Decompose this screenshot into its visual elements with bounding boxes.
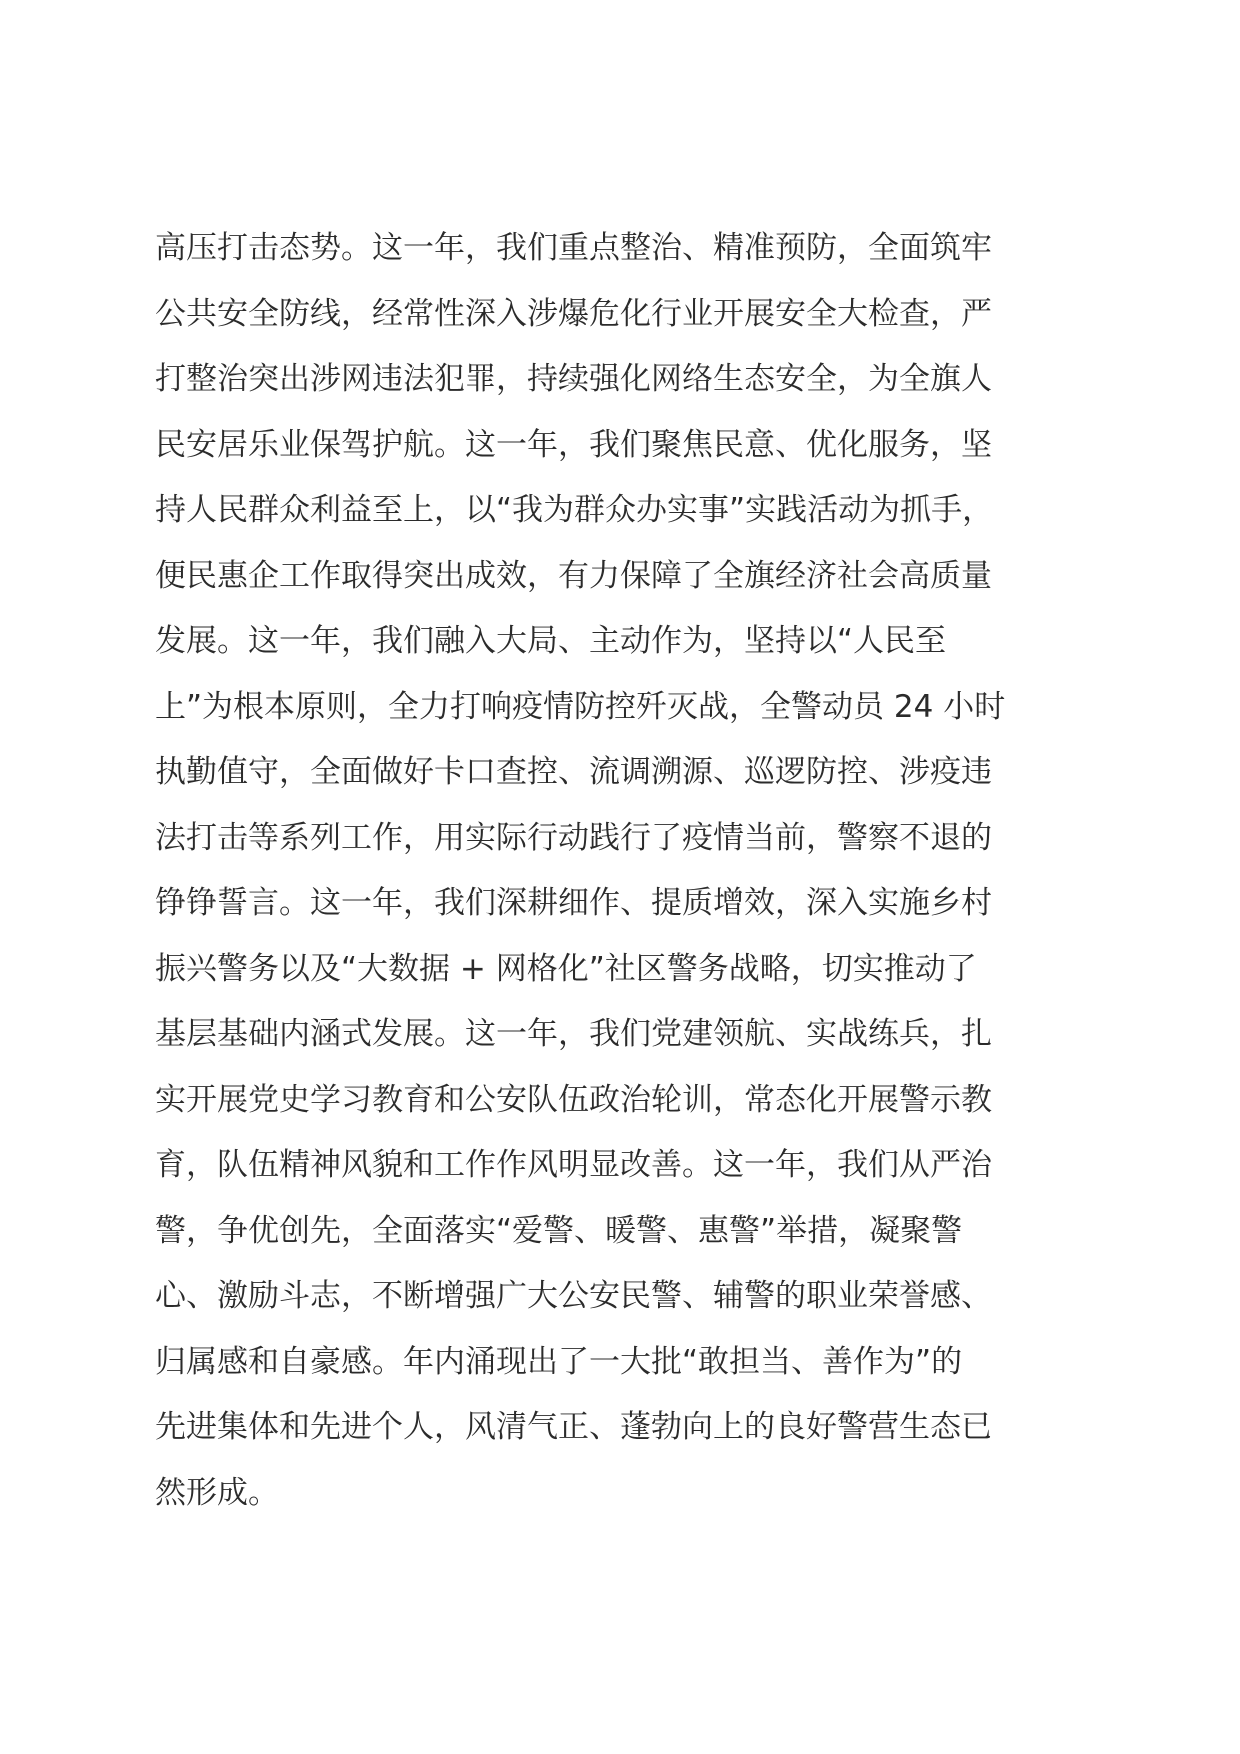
text-line: 实开展党史学习教育和公安队伍政治轮训，常态化开展警示教: [155, 1081, 992, 1118]
body-paragraph: [155, 216, 1095, 1526]
text-line: 打整治突出涉网违法犯罪，持续强化网络生态安全，为全旗人: [155, 361, 992, 397]
text-line: 铮铮誓言。这一年，我们深耕细作、提质增效，深入实施乡村: [155, 885, 992, 921]
text-line: 持人民群众利益至上，以“我为群众办实事”实践活动为抓手，: [155, 492, 994, 528]
text-line: 发展。这一年，我们融入大局、主动作为，坚持以“人民至: [155, 623, 947, 659]
text-line: 民安居乐业保驾护航。这一年，我们聚焦民意、优化服务，坚: [155, 426, 992, 463]
text-line: 归属感和自豪感。年内涌现出了一大批“敢担当、善作为”的: [155, 1343, 963, 1380]
text-line: 法打击等系列工作，用实际行动践行了疫情当前，警察不退的: [155, 819, 992, 856]
text-line: 心、激励斗志，不断增强广大公安民警、辅警的职业荣誉感、: [155, 1278, 992, 1314]
text-line: 高压打击态势。这一年，我们重点整治、精准预防，全面筑牢: [155, 230, 992, 266]
text-line: 育，队伍精神风貌和工作作风明显改善。这一年，我们从严治: [155, 1147, 992, 1183]
text-line: 基层基础内涵式发展。这一年，我们党建领航、实战练兵，扎: [155, 1016, 992, 1052]
text-line: 警，争优创先，全面落实“爱警、暖警、惠警”举措，凝聚警: [155, 1212, 963, 1249]
text-line: 先进集体和先进个人，风清气正、蓬勃向上的良好警营生态已: [155, 1409, 992, 1445]
text-line: 振兴警务以及“大数据 + 网格化”社区警务战略，切实推动了: [155, 950, 977, 987]
text-line: 上”为根本原则，全力打响疫情防控歼灭战，全警动员 24 小时: [155, 688, 1006, 725]
text-line: 然形成。: [155, 1474, 279, 1511]
text-line: 便民惠企工作取得突出成效，有力保障了全旗经济社会高质量: [155, 557, 992, 594]
text-line: 执勤值守，全面做好卡口查控、流调溯源、巡逻防控、涉疫违: [155, 754, 992, 790]
text-line: 公共安全防线，经常性深入涉爆危化行业开展安全大检查，严: [155, 295, 992, 332]
